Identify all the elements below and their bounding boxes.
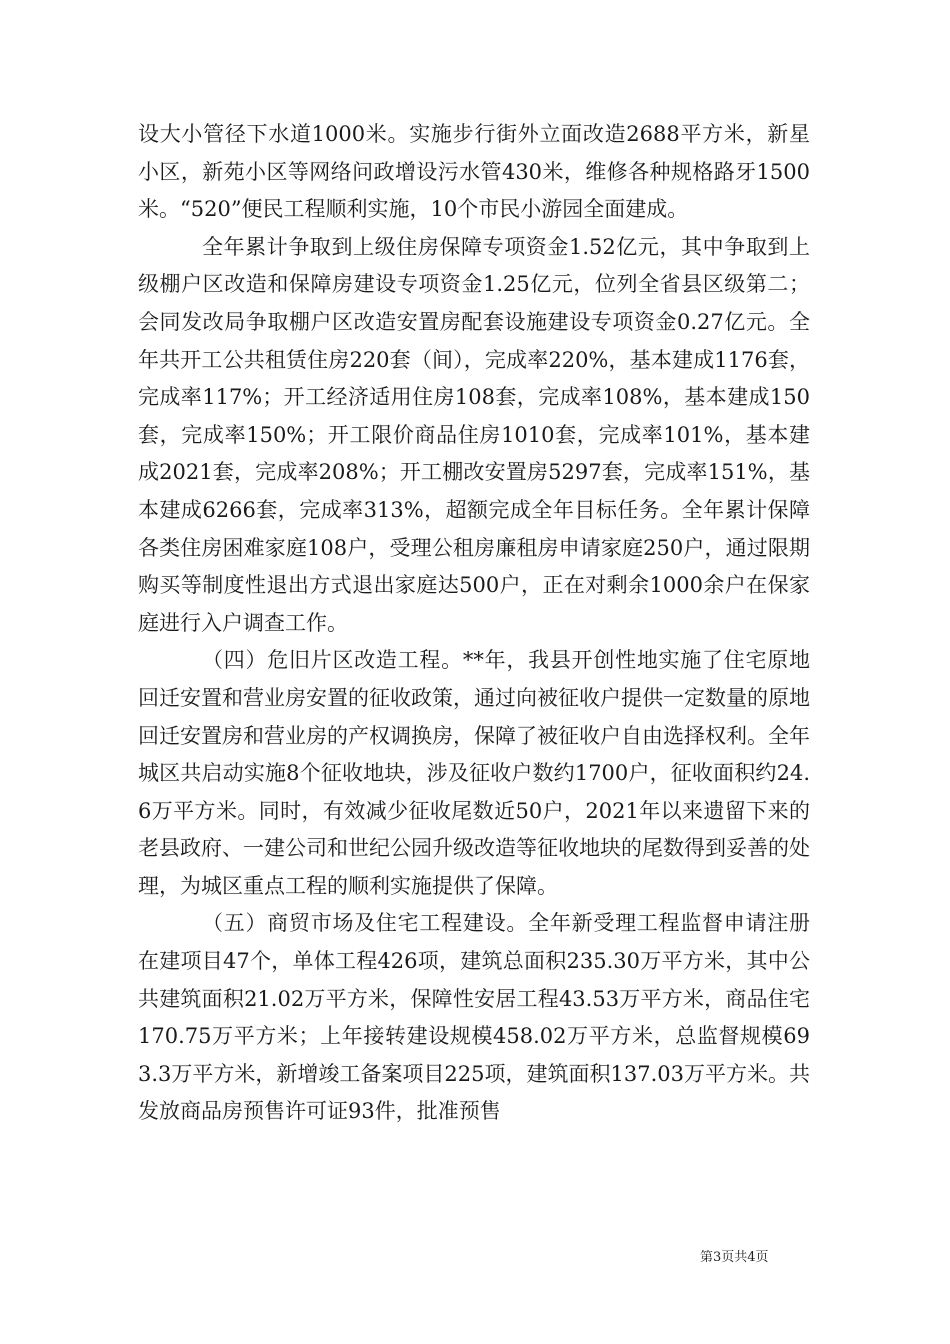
paragraph-commercial-residential-construction: （五）商贸市场及住宅工程建设。全年新受理工程监督申请注册在建项目47个，单体工程426项，建筑总面积235.30万平方米，其中公共建筑面积21.02万平方米，保障性安居工程43.53万平方米，商品住宅170.75万平方米；上年接转建设规模458.02万平方米，总监督规模693.3万平方米，新增竣工备案项目225项，建筑面积137.03万平方米。共发放商品房预售许可证93件，批准预售 bbox=[138, 911, 810, 1124]
paragraph-drainage-works: 设大小管径下水道1000米。实施步行街外立面改造2688平方米，新星小区，新苑小区等网络问政增设污水管430米，维修各种规格路牙1500米。“520”便民工程顺利实施，10个市民小游园全面建成。 bbox=[138, 122, 810, 222]
paragraph-housing-security: 全年累计争取到上级住房保障专项资金1.52亿元，其中争取到上级棚户区改造和保障房建设专项资金1.25亿元，位列全省县区级第二；会同发改局争取棚户区改造安置房配套设施建设专项资金0.27亿元。全年共开工公共租赁住房220套（间），完成率220%，基本建成1176套，完成率117%；开工经济适用住房108套，完成率108%，基本建成150套，完成率150%；开工限价商品住房1010套，完成率101%，基本建成2021套，完成率208%；开工棚改安置房5297套，完成率151%，基本建成6266套，完成率313%，超额完成全年目标任务。全年累计保障各类住房困难家庭108户，受理公租房廉租房申请家庭250户，通过限期购买等制度性退出方式退出家庭达500户，正在对剩余1000余户在保家庭进行入户调查工作。 bbox=[138, 234, 810, 635]
paragraph-old-district-renovation: （四）危旧片区改造工程。**年，我县开创性地实施了住宅原地回迁安置和营业房安置的征收政策，通过向被征收户提供一定数量的原地回迁安置房和营业房的产权调换房，保障了被征收户自由选择权利。全年城区共启动实施8个征收地块，涉及征收户数约1700户，征收面积约24.6万平方米。同时，有效减少征收尾数近50户，2021年以来遗留下来的老县政府、一建公司和世纪公园升级改造等征收地块的尾数得到妥善的处理，为城区重点工程的顺利实施提供了保障。 bbox=[138, 648, 810, 898]
document-body bbox=[138, 116, 810, 1131]
page-number-footer: 第3页共4页 bbox=[700, 1250, 769, 1265]
